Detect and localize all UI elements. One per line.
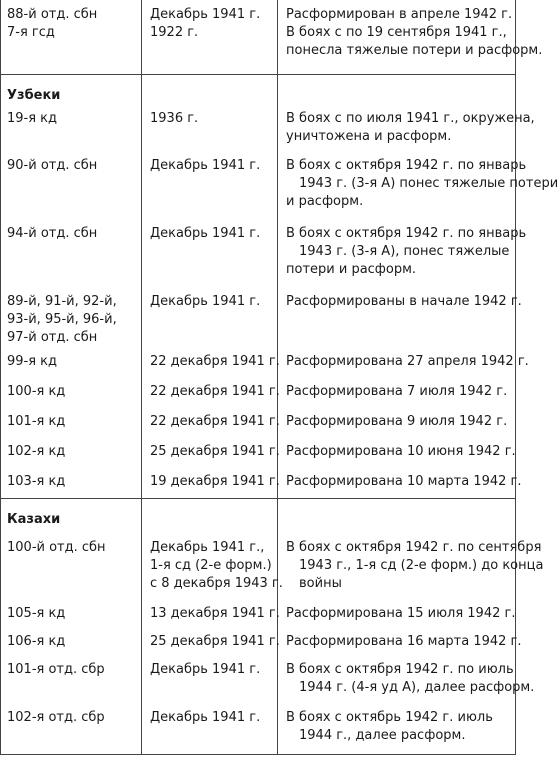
cell-line: Расформирована 9 июля 1942 г. [286,413,508,429]
cell-line: 100-й отд. сбн [7,539,106,555]
cell-line: 97-й отд. сбн [7,329,98,345]
fate-cell [278,705,516,755]
cell-line: Расформирована 27 апреля 1942 г. [286,353,529,369]
cell-line: 13 декабря 1941 г. [150,605,280,621]
cell-line: В боях с октября 1942 г. по январь [286,157,527,173]
formed-cell [142,105,278,153]
unit-cell [1,349,142,379]
cell-line: 22 декабря 1941 г. [150,383,280,399]
fate-cell [278,0,543,74]
cell-line: В боях с октябрь 1942 г. июль [286,709,493,725]
unit-cell [1,705,142,755]
cell-line: В боях с по июля 1941 г., окружена, [286,110,535,126]
fate-cell [278,601,516,629]
cell-line: 106-я кд [7,633,66,649]
cell-line: 7-я гсд [7,25,55,40]
table-row [1,469,516,499]
formed-cell [142,469,278,499]
units-table-body [1,0,558,755]
table-row [1,705,516,755]
cell-line: 101-я кд [7,413,66,429]
cell-line: Расформирована 7 июля 1942 г. [286,383,508,399]
formed-cell [142,657,278,705]
cell-line: Декабрь 1941 г. [150,157,261,173]
cell-line: 19 декабря 1941 г. [150,473,280,489]
cell-line: 1943 г., 1-я сд (2-е форм.) до конца [299,557,544,573]
cell-line: 93-й, 95-й, 96-й, [7,311,117,327]
cell-line: 22 декабря 1941 г. [150,413,280,429]
table-row [1,439,516,469]
table-row [1,379,516,409]
fate-cell [278,629,522,657]
unit-cell [1,379,142,409]
unit-cell [1,469,142,499]
cell-line: 103-я кд [7,473,66,489]
cell-line: Расформированы в начале 1942 г. [286,293,522,309]
table-row [1,0,516,74]
cell-line: 1-я сд (2-е форм.) [150,557,272,573]
empty-cell [278,499,516,535]
table-row [1,289,516,349]
formed-cell [142,289,278,349]
fate-cell [278,409,516,439]
fate-cell [278,657,535,705]
fate-cell [278,379,516,409]
unit-cell [1,629,142,657]
table-row [1,535,516,601]
formed-cell [142,629,278,657]
formed-cell [142,221,278,289]
fate-cell [278,153,558,221]
cell-line: 101-я отд. сбр [7,661,105,677]
cell-line: 90-й отд. сбн [7,157,98,173]
fate-cell [278,535,544,601]
cell-line: и расформ. [286,193,364,209]
unit-cell [1,153,142,221]
empty-cell [142,499,278,535]
cell-line: 1936 г. [150,110,199,126]
cell-line: 1922 г. [150,25,199,40]
cell-line: войны [299,575,342,591]
cell-line: 1944 г. (4-я уд А), далее расформ. [299,679,535,695]
unit-cell [1,535,142,601]
unit-cell [1,409,142,439]
cell-line: Декабрь 1941 г. [150,293,261,309]
table-row [1,601,516,629]
fate-cell [278,105,535,153]
fate-cell [278,469,522,499]
cell-line: Расформирована 10 июня 1942 г. [286,443,516,459]
unit-cell [1,289,142,349]
cell-line: В боях с октября 1942 г. по январь [286,225,527,241]
unit-cell [1,0,142,74]
cell-line: с 8 декабря 1943 г. [150,575,283,591]
cell-line: 99-я кд [7,353,58,369]
cell-line: 19-я кд [7,110,58,126]
cell-line: 25 декабря 1941 г. [150,443,280,459]
cell-line: Расформирован в апреле 1942 г. [286,7,513,22]
cell-line: уничтожена и расформ. [286,128,452,144]
cell-line: В боях с октября 1942 г. по сентября [286,539,542,555]
formed-cell [142,153,278,221]
section-header-row [1,499,516,535]
table-row [1,657,516,705]
cell-line: 102-я отд. сбр [7,709,105,725]
section-header-row [1,74,516,105]
unit-cell [1,657,142,705]
formed-cell [142,349,278,379]
cell-line: 94-й отд. сбн [7,225,98,241]
formed-cell [142,409,278,439]
table-row [1,349,516,379]
cell-line: 102-я кд [7,443,66,459]
fate-cell [278,349,529,379]
cell-line: В боях с октября 1942 г. по июль [286,661,514,677]
section-title: Казахи [1,499,142,535]
unit-cell [1,221,142,289]
cell-line: 89-й, 91-й, 92-й, [7,293,117,309]
formed-cell [142,439,278,469]
cell-line: 105-я кд [7,605,66,621]
empty-cell [142,74,278,105]
cell-line: Декабрь 1941 г. [150,225,261,241]
unit-cell [1,439,142,469]
cell-line: Расформирована 10 марта 1942 г. [286,473,522,489]
cell-line: 22 декабря 1941 г. [150,353,280,369]
formed-cell [142,601,278,629]
cell-line: 1944 г., далее расформ. [299,727,466,743]
formed-cell [142,535,283,601]
table-row [1,105,516,153]
cell-line: В боях с по 19 сентября 1941 г., [286,25,507,40]
cell-line: Декабрь 1941 г. [150,709,261,725]
cell-line: 1943 г. (3-я А), понес тяжелые [299,243,510,259]
formed-cell [142,705,278,755]
cell-line: Декабрь 1941 г. [150,661,261,677]
cell-line: 88-й отд. сбн [7,7,98,22]
empty-cell [278,74,516,105]
cell-line: потери и расформ. [286,261,417,277]
fate-cell [278,221,527,289]
section-title: Узбеки [1,74,142,105]
formed-cell [142,379,278,409]
cell-line: 25 декабря 1941 г. [150,633,280,649]
table-row [1,221,516,289]
table-row [1,629,516,657]
cell-line: Расформирована 15 июля 1942 г. [286,605,516,621]
unit-cell [1,105,142,153]
table-row [1,153,516,221]
unit-cell [1,601,142,629]
cell-line: Декабрь 1941 г. [150,7,261,22]
cell-line: понесла тяжелые потери и расформ. [286,43,543,58]
cell-line: Декабрь 1941 г., [150,539,265,555]
cell-line: 100-я кд [7,383,66,399]
cell-line: Расформирована 16 марта 1942 г. [286,633,522,649]
fate-cell [278,439,516,469]
formed-cell [142,0,278,74]
cell-line: 1943 г. (3-я А) понес тяжелые потери [299,175,558,191]
table-row [1,409,516,439]
fate-cell [278,289,522,349]
